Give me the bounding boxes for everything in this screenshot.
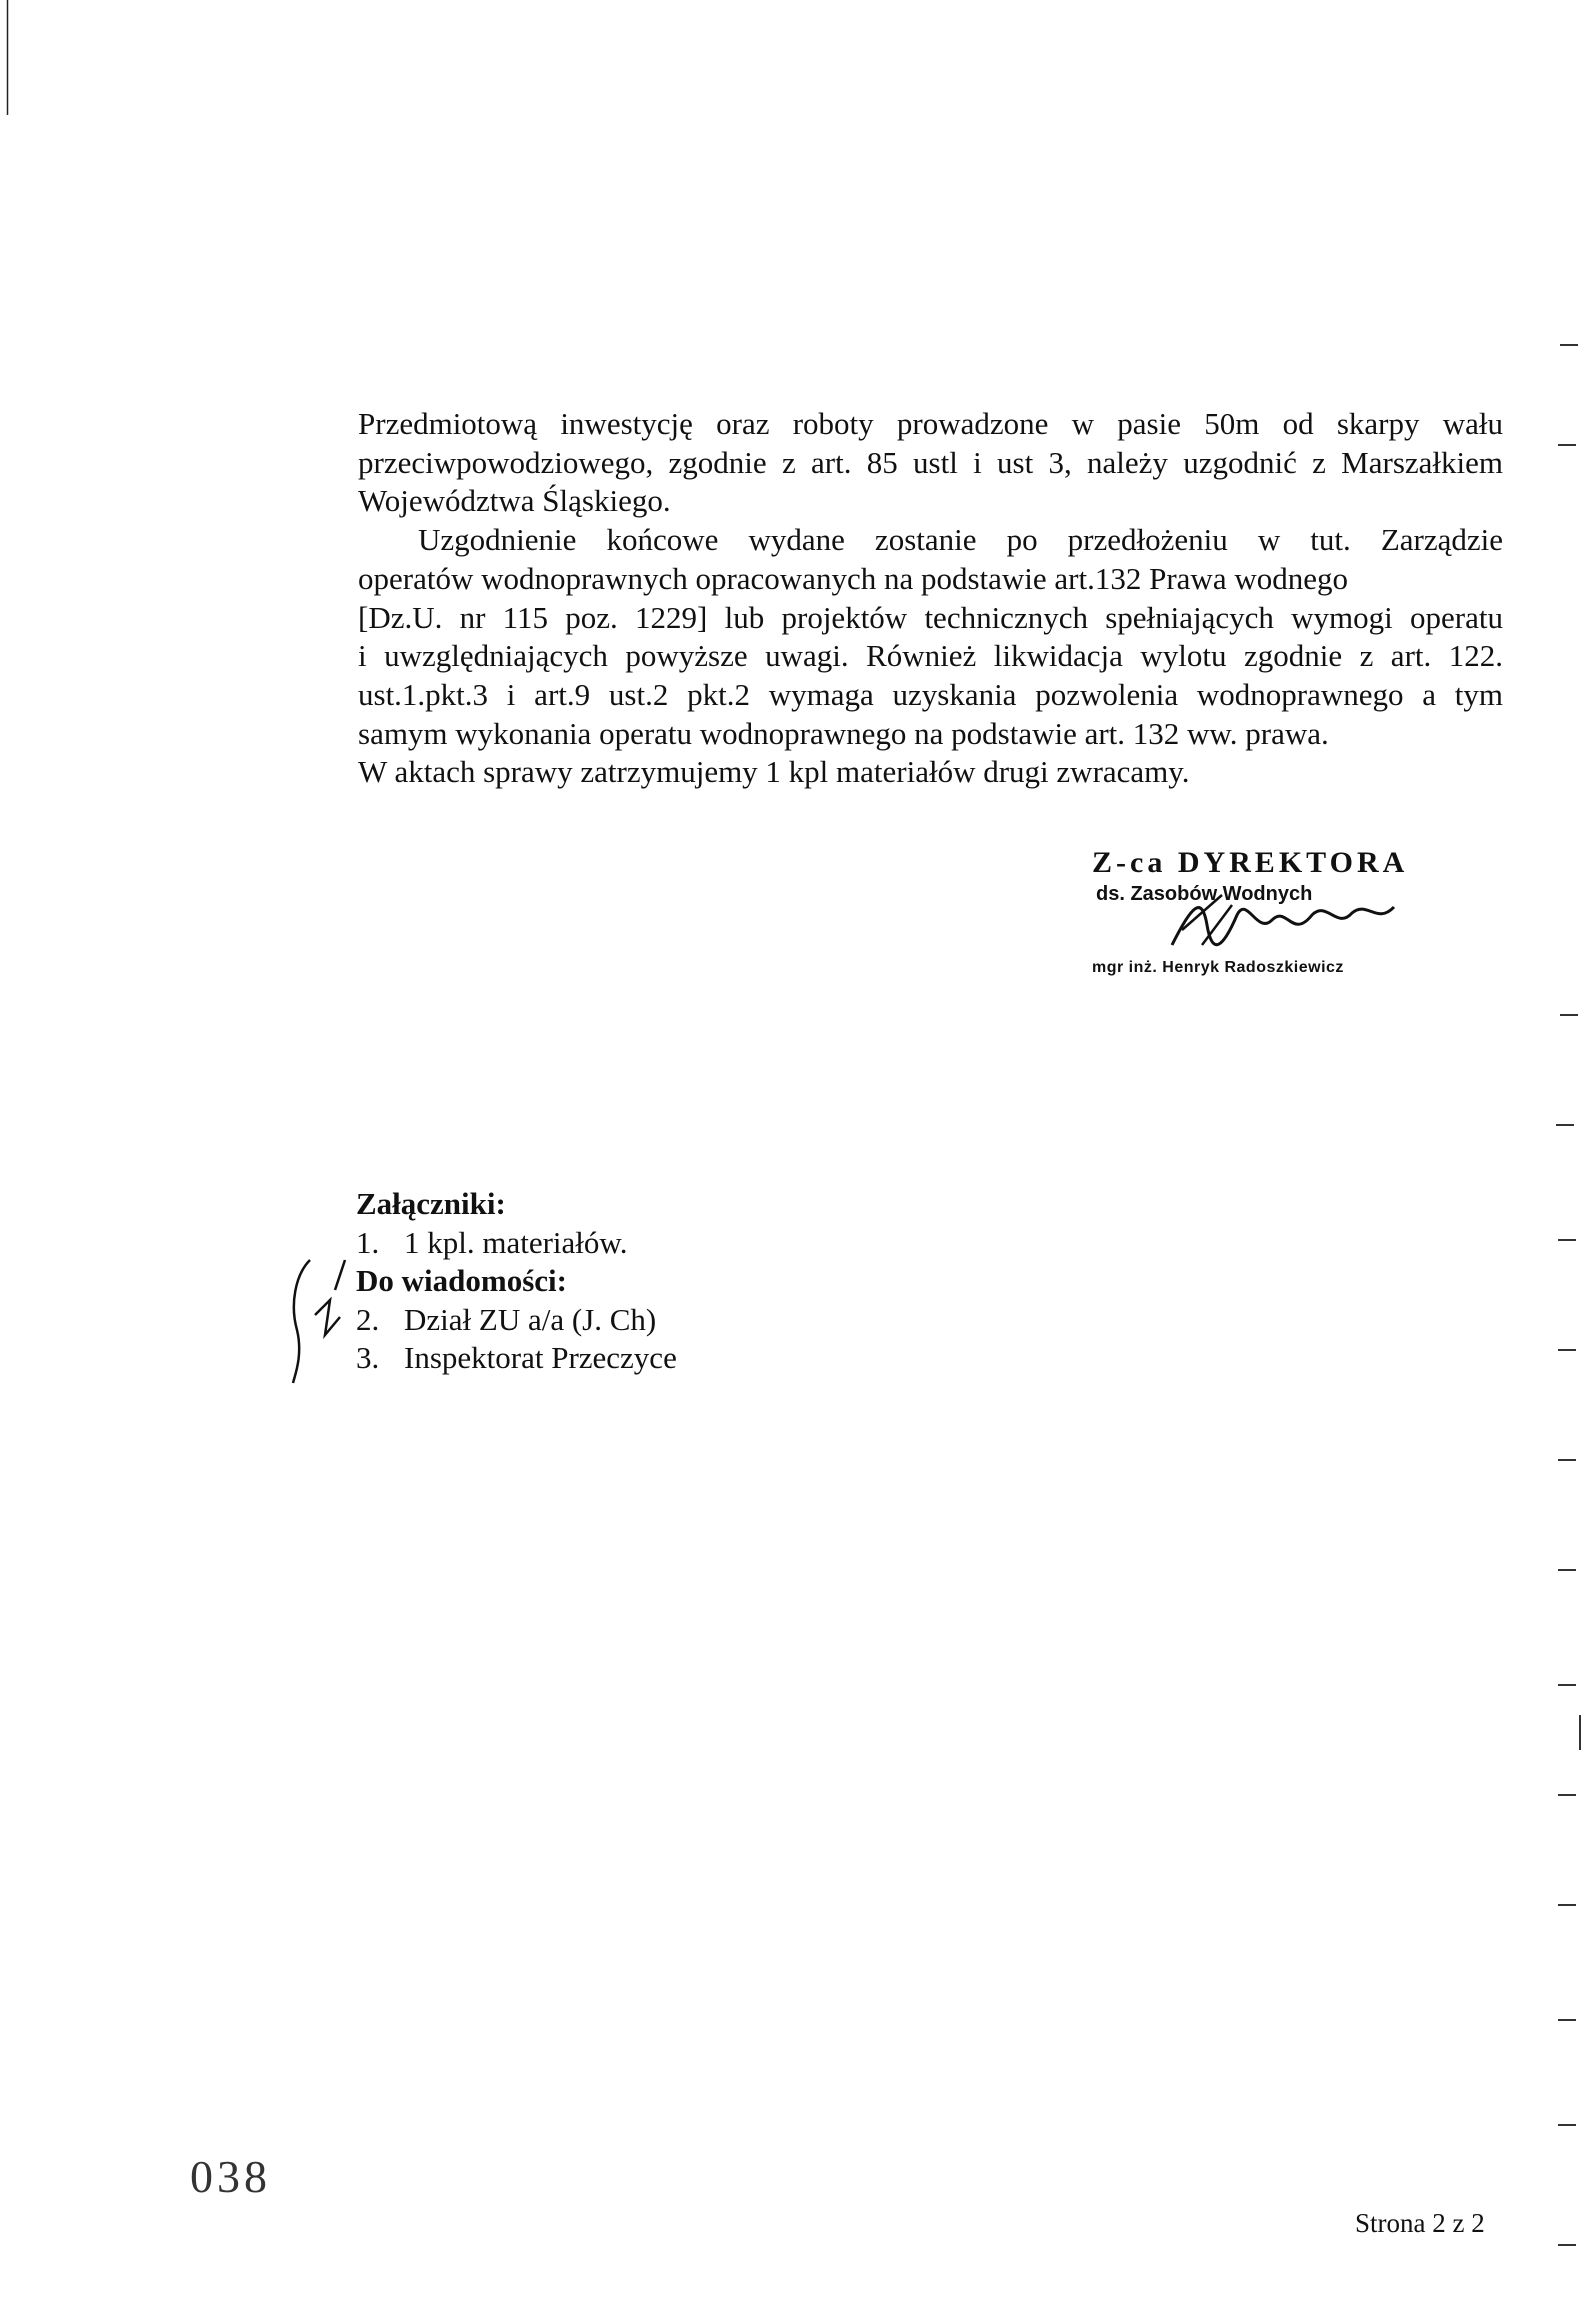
body-line-7: i uwzględniających powyższe uwagi. Również likwidacja wylotu zgodnie z art. 122. — [358, 638, 1503, 674]
signature-block — [1092, 845, 1422, 977]
signatory-name: mgr inż. Henryk Radoszkiewicz — [1092, 959, 1344, 976]
body-line-8: ust.1.pkt.3 i art.9 ust.2 pkt.2 wymaga uzyskania pozwolenia wodnoprawnego a tym — [358, 676, 1503, 712]
body-line-10: W aktach sprawy zatrzymujemy 1 kpl materiałów drugi zwracamy. — [358, 754, 1190, 790]
body-line-5: operatów wodnoprawnych opracowanych na podstawie art.132 Prawa wodnego — [358, 560, 1348, 596]
info-text: Dział ZU a/a (J. Ch) — [404, 1301, 657, 1337]
scan-edge-line — [6, 0, 9, 120]
body-line-4: Uzgodnienie końcowe wydane zostanie po przedłożeniu w tut. Zarządzie — [418, 522, 1503, 558]
info-item — [356, 1301, 677, 1340]
info-number: 2. — [356, 1301, 380, 1337]
attachments-heading: Załączniki: — [356, 1186, 506, 1221]
info-text: Inspektorat Przeczyce — [404, 1340, 677, 1375]
info-number: 3. — [356, 1340, 380, 1375]
body-line-2: przeciwpowodziowego, zgodnie z art. 85 ustl i ust 3, należy uzgodnić z Marszałkiem — [358, 444, 1503, 480]
scan-edge-marks — [1540, 0, 1590, 2315]
body-line-1: Przedmiotową inwestycję oraz roboty prowadzone w pasie 50m od skarpy wału — [358, 406, 1503, 441]
attachment-number: 1. — [356, 1224, 380, 1260]
document-number-stamp: 038 — [190, 2151, 271, 2202]
attachments-section — [356, 1185, 677, 1378]
body-line-6: [Dz.U. nr 115 poz. 1229] lub projektów technicznych spełniających wymogi operatu — [358, 599, 1503, 635]
attachment-text: 1 kpl. materiałów. — [404, 1224, 628, 1260]
letter-body — [358, 405, 1503, 792]
signature-title: Z-ca DYREKTORA — [1092, 846, 1409, 879]
attachment-item — [356, 1224, 677, 1263]
page-number: Strona 2 z 2 — [1355, 2208, 1485, 2238]
handwritten-signature-icon — [1162, 885, 1402, 955]
info-item — [356, 1339, 677, 1378]
info-heading: Do wiadomości: — [356, 1263, 567, 1298]
margin-initials-icon — [285, 1255, 355, 1385]
signature-department: ds. Zasobów Wodnych — [1096, 883, 1313, 905]
body-line-3: Województwa Śląskiego. — [358, 483, 671, 519]
body-line-9: samym wykonania operatu wodnoprawnego na podstawie art. 132 ww. prawa. — [358, 715, 1329, 751]
